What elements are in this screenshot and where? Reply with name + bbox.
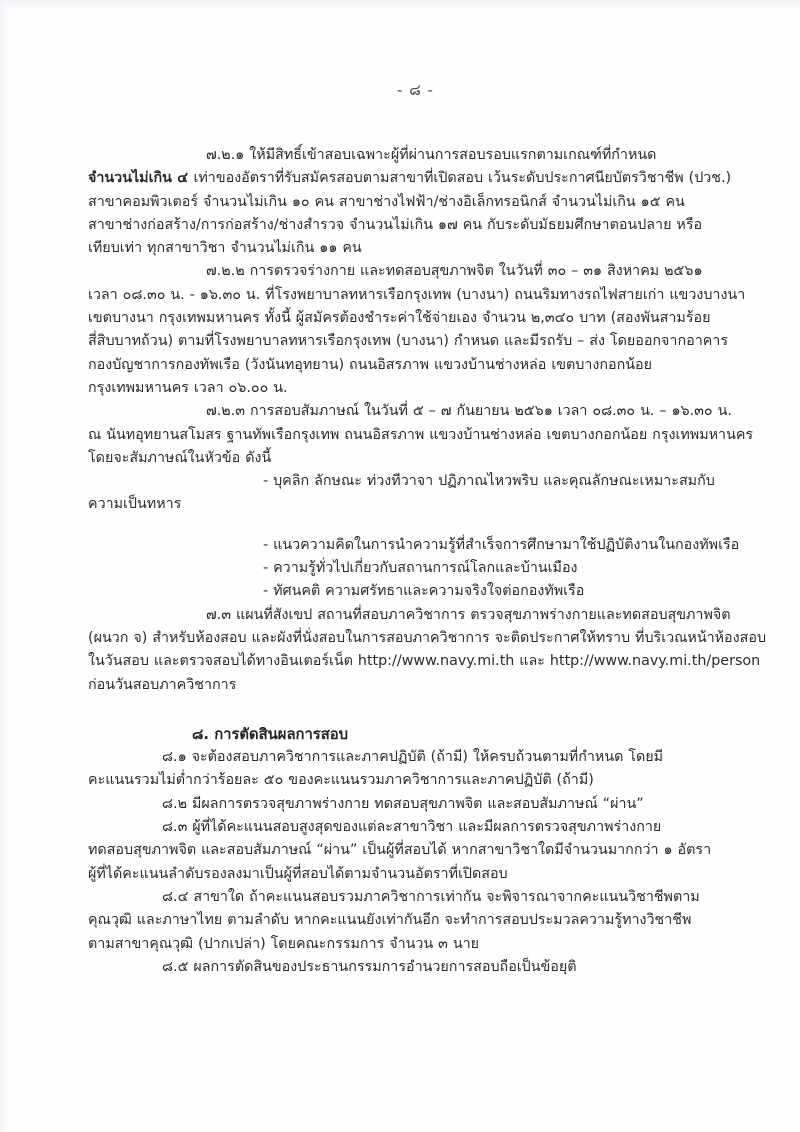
topic-gap xyxy=(88,517,713,534)
section-7-2-1 xyxy=(88,144,732,260)
interview-topic-1-continuation: ความเป็นทหาร xyxy=(88,496,182,513)
section-8-heading: ๘. การตัดสินผลการสอบ xyxy=(192,725,349,743)
clause-7-2-2-line-5: กองบัญชาการกองทัพเรือ (วังนันทอุทยาน) ถนนอิสรภาพ แขวงบ้านช่างหล่อ เขตบางกอกน้อย xyxy=(88,356,652,373)
clause-8-1-line-1: ๘.๑ จะต้องสอบภาควิชาการและภาคปฏิบัติ (ถ้ามี) ให้ครบถ้วนตามที่กำหนด โดยมี xyxy=(162,749,664,766)
page-number: - ๘ - xyxy=(397,81,434,99)
clause-8-5-line-1: ๘.๕ ผลการตัดสินของประธานกรรมการอำนวยการสอบถือเป็นข้อยุติ xyxy=(162,958,577,975)
clause-8-3 xyxy=(88,816,713,886)
clause-7-2-1-line-5: เทียบเท่า ทุกสาขาวิชา จำนวนไม่เกิน ๑๑ คน xyxy=(88,240,362,257)
scan-edge-left xyxy=(0,0,8,1132)
clause-7-2-3-line-3: โดยจะสัมภาษณ์ในหัวข้อ ดังนี้ xyxy=(88,449,272,466)
section-7-2-3 xyxy=(88,400,754,470)
clause-8-4-line-1: ๘.๔ สาขาใด ถ้าคะแนนสอบรวมภาควิชาการเท่ากัน จะพิจารณาจากคะแนนวิชาชีพตาม xyxy=(162,888,700,905)
clause-7-2-3-line-1: ๗.๒.๓ การสอบสัมภาษณ์ ในวันที่ ๕ – ๗ กันยายน ๒๕๖๑ เวลา ๐๘.๓๐ น. – ๑๖.๓๐ น. xyxy=(206,403,732,420)
clause-7-2-2-line-3: เขตบางนา กรุงเทพมหานคร ทั้งนี้ ผู้สมัครต้องชำระค่าใช้จ่ายเอง จำนวน ๒,๓๔๐ บาท (สองพันสามร้อย xyxy=(88,310,711,327)
clause-8-3-line-1: ๘.๓ ผู้ที่ได้คะแนนสอบสูงสุดของแต่ละสาขาวิชา และมีผลการตรวจสุขภาพร่างกาย xyxy=(162,819,662,836)
interview-topic-1: - บุคลิก ลักษณะ ท่วงทีวาจา ปฏิภาณไหวพริบ และคุณลักษณะเหมาะสมกับ xyxy=(263,473,715,490)
clause-8-3-line-3: ผู้ที่ได้คะแนนลำดับรองลงมาเป็นผู้ที่สอบได้ตามจำนวนอัตราที่เปิดสอบ xyxy=(88,865,508,882)
clause-8-4-line-3: ตามสาขาคุณวุฒิ (ปากเปล่า) โดยคณะกรรมการ จำนวน ๓ นาย xyxy=(88,935,480,952)
clause-7-2-1-line-4: สาขาช่างก่อสร้าง/การก่อสร้าง/ช่างสำรวจ จำนวนไม่เกิน ๑๗ คน กับระดับมัธยมศึกษาตอนปลาย หรือ xyxy=(88,216,703,233)
clause-7-3-line-2: (ผนวก จ) สำหรับห้องสอบ และผังที่นั่งสอบในการสอบภาควิชาการ จะติดประกาศให้ทราบ ที่บริเวณหน้าห้องสอบ xyxy=(88,629,767,646)
clause-7-2-1-line-2-rest: เท่าของอัตราที่รับสมัครสอบตามสาขาที่เปิดสอบ เว้นระดับประกาศนียบัตรวิชาชีพ (ปวช.) xyxy=(193,170,732,187)
clause-7-3-line-3-urls: ในวันสอบ และตรวจสอบได้ทางอินเตอร์เน็ต http://www.navy.mi.th และ http://www.navy.mi.th/person xyxy=(88,653,761,670)
section-gap xyxy=(88,697,713,723)
section-7-3 xyxy=(88,604,767,697)
scan-edge-top xyxy=(0,0,800,10)
clause-7-2-1-line-1: ๗.๒.๑ ให้มีสิทธิ์เข้าสอบเฉพาะผู้ที่ผ่านการสอบรอบแรกตามเกณฑ์ที่กำหนด xyxy=(206,147,657,163)
clause-8-2 xyxy=(88,793,713,816)
clause-7-2-2-line-1: ๗.๒.๒ การตรวจร่างกาย และทดสอบสุขภาพจิต ในวันที่ ๓๐ – ๓๑ สิงหาคม ๒๕๖๑ xyxy=(206,263,703,280)
clause-8-2-line-1: ๘.๒ มีผลการตรวจสุขภาพร่างกาย ทดสอบสุขภาพจิต และสอบสัมภาษณ์ “ผ่าน” xyxy=(162,795,644,812)
emphasis-quota-multiplier: จำนวนไม่เกิน ๔ xyxy=(88,170,194,187)
clause-7-2-1-line-3: สาขาคอมพิวเตอร์ จำนวนไม่เกิน ๑๐ คน สาขาช่างไฟฟ้า/ช่างอิเล็กทรอนิกส์ จำนวนไม่เกิน ๑๕ คน xyxy=(88,193,685,210)
clause-8-1 xyxy=(88,746,713,793)
interview-topic-3: - ความรู้ทั่วไปเกี่ยวกับสถานการณ์โลกและบ้านเมือง xyxy=(263,560,578,577)
clause-7-2-3-line-2: ณ นันทอุทยานสโมสร ฐานทัพเรือกรุงเทพ ถนนอิสรภาพ แขวงบ้านช่างหล่อ เขตบางกอกน้อย กรุงเทพมหานคร xyxy=(88,426,754,443)
clause-7-2-2-line-6: กรุงเทพมหานคร เวลา ๐๖.๐๐ น. xyxy=(88,379,288,396)
clause-7-2-2-line-4: สี่สิบบาทถ้วน) ตามที่โรงพยาบาลทหารเรือกรุงเทพ (บางนา) กำหนด และมีรถรับ – ส่ง โดยออกจากอาคาร xyxy=(88,333,729,350)
page-content xyxy=(88,78,767,979)
clause-8-3-line-2: ทดสอบสุขภาพจิต และสอบสัมภาษณ์ “ผ่าน” เป็นผู้ที่สอบได้ หากสาขาวิชาใดมีจำนวนมากกว่า ๑ อัตรา xyxy=(88,842,712,859)
section-7-2-2 xyxy=(88,260,746,400)
clause-8-4-line-2: คุณวุฒิ และภาษาไทย ตามลำดับ หากคะแนนยังเท่ากันอีก จะทำการสอบประมวลความรู้ทางวิชาชีพ xyxy=(88,912,692,929)
clause-7-3-line-1: ๗.๓ แผนที่สังเขป สถานที่สอบภาควิชาการ ตรวจสุขภาพร่างกายและทดสอบสุขภาพจิต xyxy=(206,606,731,623)
interview-topic-2: - แนวความคิดในการนำความรู้ที่สำเร็จการศึกษามาใช้ปฏิบัติงานในกองทัพเรือ xyxy=(263,536,740,553)
clause-7-2-2-line-2: เวลา ๐๘.๓๐ น. - ๑๖.๓๐ น. ที่โรงพยาบาลทหารเรือกรุงเทพ (บางนา) ถนนริมทางรถไฟสายเก่า แขวงบางนา xyxy=(88,286,746,303)
clause-8-4 xyxy=(88,886,713,956)
clause-7-2-1-line-2 xyxy=(88,167,732,190)
section-8 xyxy=(88,723,713,979)
clause-8-1-line-2: คะแนนรวมไม่ต่ำกว่าร้อยละ ๕๐ ของคะแนนรวมภาควิชาการและภาคปฏิบัติ (ถ้ามี) xyxy=(88,772,594,789)
interview-topics-list xyxy=(88,470,740,603)
clause-7-3-line-4: ก่อนวันสอบภาควิชาการ xyxy=(88,676,237,693)
clause-8-5 xyxy=(88,956,713,979)
interview-topic-4: - ทัศนคติ ความศรัทธาและความจริงใจต่อกองทัพเรือ xyxy=(263,583,585,600)
